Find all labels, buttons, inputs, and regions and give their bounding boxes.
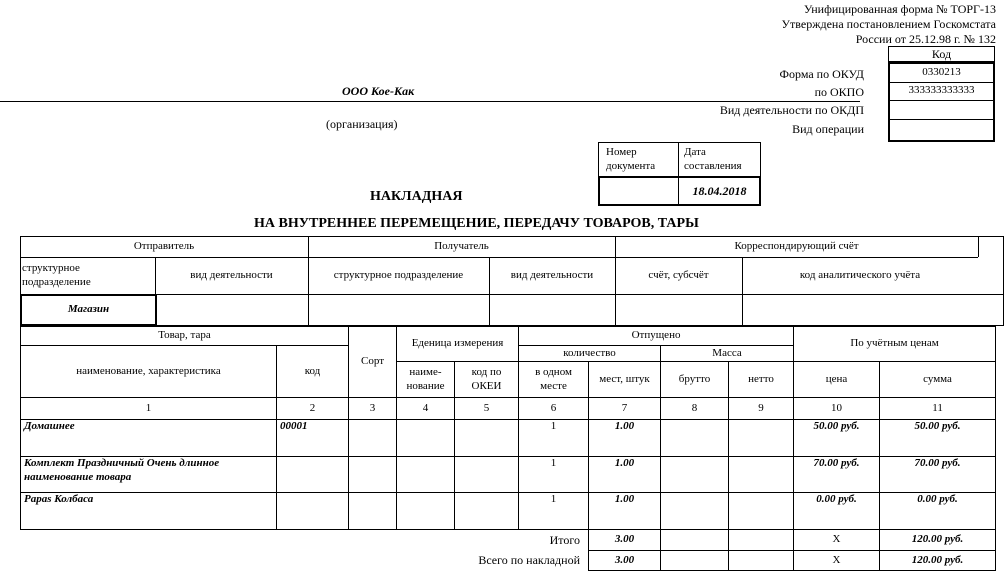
h-accounting: По учётным ценам bbox=[794, 327, 996, 362]
doc-date-label: Дата составления bbox=[684, 146, 742, 172]
total-price: X bbox=[794, 530, 880, 551]
correspondent-header: Корреспондирующий счёт bbox=[734, 240, 859, 253]
organization-name: ООО Кое-Как bbox=[342, 84, 415, 98]
doc-number-value bbox=[600, 178, 676, 204]
doc-date-value: 18.04.2018 bbox=[692, 183, 747, 198]
goods-table bbox=[20, 326, 996, 571]
h-name: наименование, характеристика bbox=[21, 346, 277, 398]
okud-value: 0330213 bbox=[922, 66, 961, 79]
row-name: Домашнее bbox=[21, 420, 277, 457]
operation-value bbox=[890, 121, 993, 139]
table-row bbox=[21, 457, 996, 493]
row-places: 1.00 bbox=[589, 457, 661, 493]
doc-number-label: Номер документа bbox=[606, 146, 656, 172]
row-in-one: 1 bbox=[519, 420, 589, 457]
row-places: 1.00 bbox=[589, 493, 661, 530]
h-unit-okei: код по ОКЕИ bbox=[455, 362, 519, 398]
row-in-one: 1 bbox=[519, 457, 589, 493]
row-price: 0.00 руб. bbox=[794, 493, 880, 530]
table-row bbox=[21, 493, 996, 530]
codes-header: Код bbox=[931, 46, 952, 61]
total-places: 3.00 bbox=[589, 530, 661, 551]
col-number: 11 bbox=[880, 398, 996, 420]
h-price: цена bbox=[794, 362, 880, 398]
h-mass: Масса bbox=[661, 346, 794, 362]
table-row bbox=[21, 420, 996, 457]
receiver-activity: вид деятельности bbox=[510, 268, 594, 281]
row-price: 50.00 руб. bbox=[794, 420, 880, 457]
col-number: 8 bbox=[661, 398, 729, 420]
h-gross: брутто bbox=[661, 362, 729, 398]
total-label: Итого bbox=[549, 532, 581, 547]
form-header-line1: Унифицированная форма № ТОРГ-13 bbox=[803, 2, 996, 16]
col-number: 5 bbox=[455, 398, 519, 420]
okdp-label: Вид деятельности по ОКДП bbox=[719, 103, 864, 117]
h-in-one-place: в одном месте bbox=[519, 362, 589, 398]
h-quantity: количество bbox=[519, 346, 661, 362]
row-sum: 50.00 руб. bbox=[880, 420, 996, 457]
operation-label: Вид операции bbox=[792, 122, 864, 136]
h-unit-name: наиме-нование bbox=[397, 362, 455, 398]
row-code: 00001 bbox=[277, 420, 349, 457]
okdp-value bbox=[890, 102, 993, 118]
col-number: 3 bbox=[349, 398, 397, 420]
receiver-structural-unit: структурное подразделение bbox=[333, 268, 464, 281]
form-header-line2: Утверждена постановлением Госкомстата bbox=[781, 17, 996, 31]
account-subaccount: счёт, субсчёт bbox=[648, 268, 709, 281]
row-places: 1.00 bbox=[589, 420, 661, 457]
sender-structural-unit: структурное подразделение bbox=[22, 262, 91, 288]
form-header bbox=[782, 2, 996, 47]
sender-header: Отправитель bbox=[133, 240, 195, 253]
row-code bbox=[277, 493, 349, 530]
col-number: 2 bbox=[277, 398, 349, 420]
codes-header-box bbox=[888, 46, 995, 62]
okpo-value: 333333333333 bbox=[908, 84, 975, 97]
row-sum: 70.00 руб. bbox=[880, 457, 996, 493]
row-name: Papas Колбаса bbox=[21, 493, 277, 530]
col-number: 10 bbox=[794, 398, 880, 420]
h-sum: сумма bbox=[880, 362, 996, 398]
h-net: нетто bbox=[729, 362, 794, 398]
page-subtitle: НА ВНУТРЕННЕЕ ПЕРЕМЕЩЕНИЕ, ПЕРЕДАЧУ ТОВАРОВ, ТАРЫ bbox=[254, 216, 699, 231]
row-in-one: 1 bbox=[519, 493, 589, 530]
okud-label: Форма по ОКУД bbox=[779, 67, 864, 81]
h-code: код bbox=[277, 346, 349, 398]
grand-total-row bbox=[21, 551, 996, 571]
h-grade: Сорт bbox=[349, 327, 397, 398]
receiver-header: Получатель bbox=[434, 240, 489, 253]
total-sum: 120.00 руб. bbox=[880, 530, 996, 551]
col-number: 9 bbox=[729, 398, 794, 420]
grand-price: X bbox=[794, 551, 880, 571]
sender-unit-value: Магазин bbox=[67, 303, 110, 316]
col-number: 6 bbox=[519, 398, 589, 420]
row-sum: 0.00 руб. bbox=[880, 493, 996, 530]
h-released: Отпущено bbox=[519, 327, 794, 346]
analytic-code: код аналитического учёта bbox=[799, 268, 921, 281]
grand-label: Всего по накладной bbox=[478, 553, 581, 567]
col-number: 4 bbox=[397, 398, 455, 420]
okpo-label: по ОКПО bbox=[814, 85, 864, 99]
form-header-line3: России от 25.12.98 г. № 132 bbox=[855, 32, 996, 46]
total-row bbox=[21, 530, 996, 551]
col-number: 1 bbox=[21, 398, 277, 420]
h-places: мест, штук bbox=[589, 362, 661, 398]
sender-activity: вид деятельности bbox=[190, 268, 273, 281]
h-unit: Еденица измерения bbox=[397, 327, 519, 362]
row-price: 70.00 руб. bbox=[794, 457, 880, 493]
organization-caption: (организация) bbox=[326, 117, 398, 131]
grand-sum: 120.00 руб. bbox=[880, 551, 996, 571]
page-title: НАКЛАДНАЯ bbox=[370, 189, 463, 204]
row-code bbox=[277, 457, 349, 493]
grand-places: 3.00 bbox=[589, 551, 661, 571]
h-goods: Товар, тара bbox=[21, 327, 349, 346]
row-name: Комплект Праздничный Очень длинное наименование товара bbox=[21, 457, 277, 493]
col-number: 7 bbox=[589, 398, 661, 420]
